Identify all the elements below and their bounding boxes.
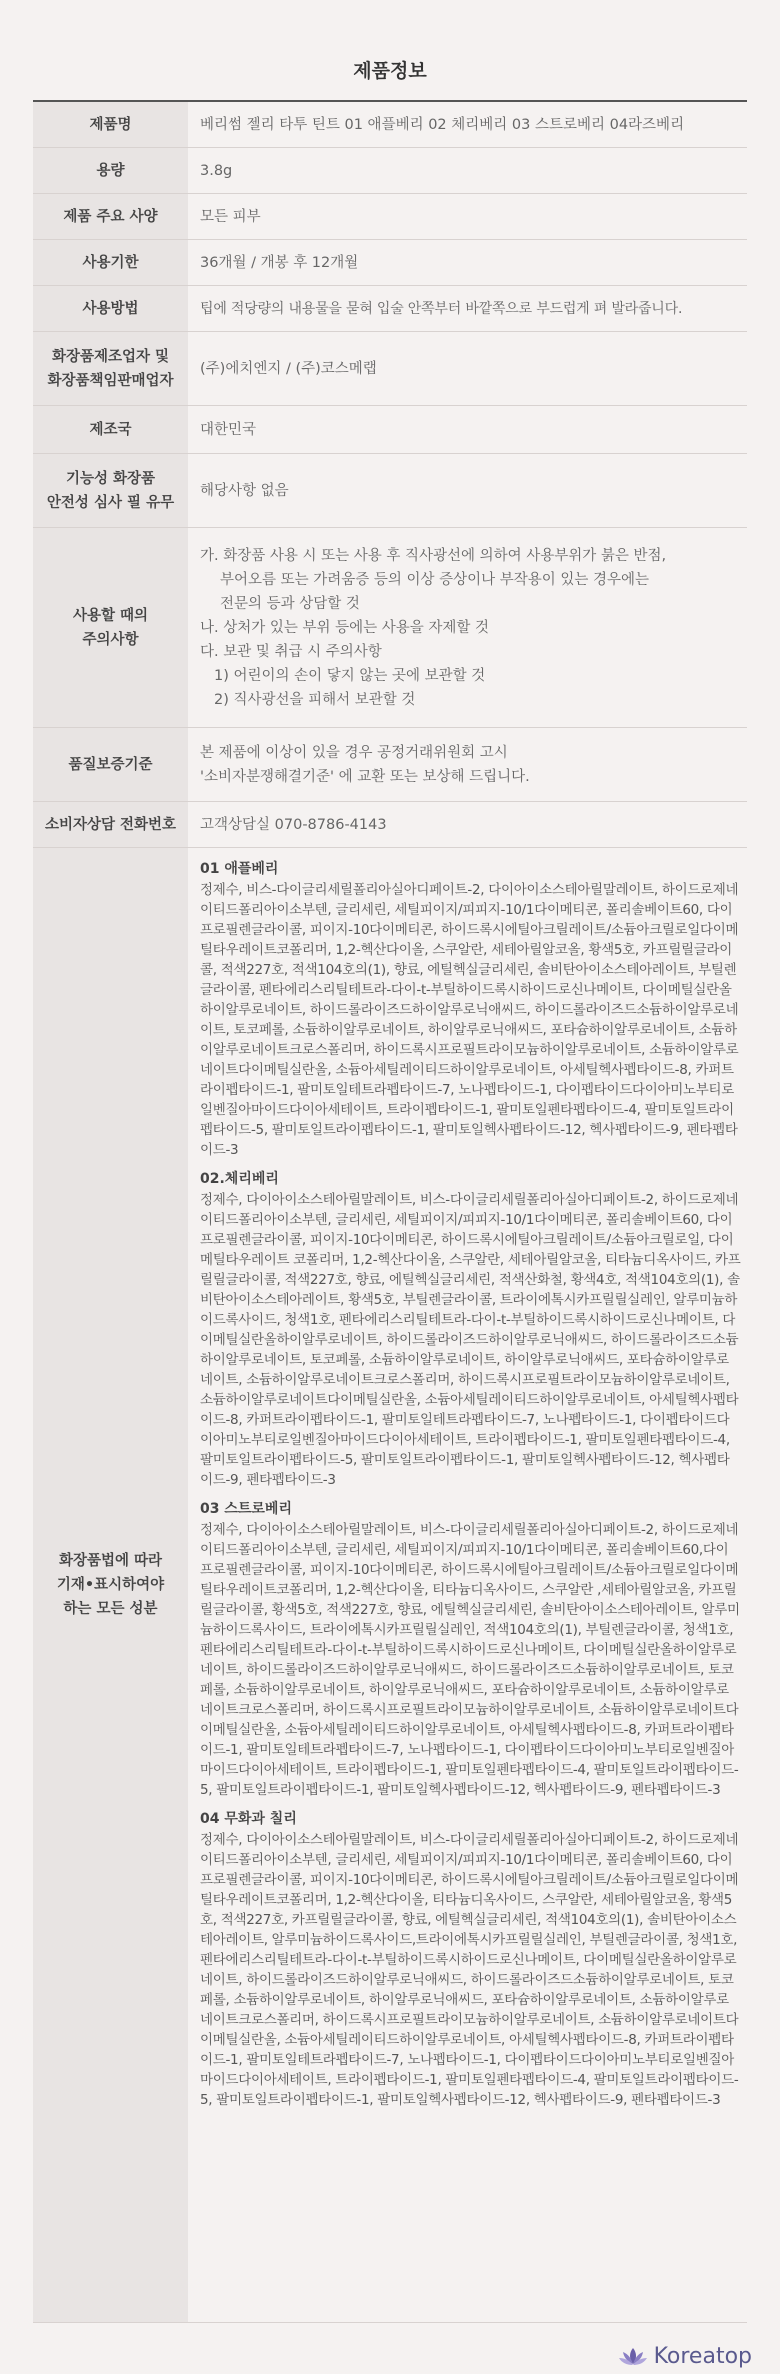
ingredient-section: [200, 1496, 741, 1800]
quality-list: [188, 728, 747, 801]
caution-line: 전문의 등과 상담할 것: [220, 595, 360, 612]
row-country: [33, 406, 747, 454]
product-info-table: [33, 100, 747, 2323]
row-value: 해당사항 없음: [200, 482, 289, 499]
caution-line: 부어오름 또는 가려움증 등의 이상 증상이나 부작용이 있는 경우에는: [220, 571, 650, 588]
row-value: 모든 피부: [200, 208, 261, 225]
row-label: 제품명: [33, 102, 188, 147]
row-label: 기능성 화장품 안전성 심사 필 유무: [33, 454, 188, 527]
row-label: 제품 주요 사양: [33, 194, 188, 239]
row-label: 품질보증기준: [33, 728, 188, 801]
row-spec: [33, 194, 747, 240]
caution-line: 다. 보관 및 취급 시 주의사항: [200, 643, 382, 660]
row-label: 사용기한: [33, 240, 188, 285]
row-value: 베리썸 젤리 타투 틴트 01 애플베리 02 체리베리 03 스트로베리 04라즈베리: [200, 116, 685, 133]
row-quality: [33, 728, 747, 802]
row-ingredients: [33, 848, 747, 2323]
row-label: 사용방법: [33, 286, 188, 331]
row-value: (주)에치엔지 / (주)코스메랩: [200, 360, 377, 377]
row-label: 용량: [33, 148, 188, 193]
koreatop-logo: [618, 2344, 752, 2369]
ingredients-list: [188, 848, 747, 2322]
row-product-name: [33, 102, 747, 148]
page-title: 제품정보: [353, 60, 427, 82]
caution-line: 1) 어린이의 손이 닿지 않는 곳에 보관할 것: [214, 667, 486, 684]
caution-line: 2) 직사광선을 피해서 보관할 것: [214, 691, 416, 708]
row-label: 화장품법에 따라 기재•표시하여야 하는 모든 성분: [33, 848, 188, 2322]
row-caution: [33, 528, 747, 728]
ingredient-section-text: 정제수, 다이아이소스테아릴말레이트, 비스-다이글리세릴폴리아실아디페이트-2, 하이드로제네이티드폴리아이소부텐, 글리세린, 세틸피이지/피피지-10/1다이메티콘, 폴리솔베이트60, 다이프로필렌글라이콜, 피이지-10다이메티콘, 하이드록시에틸아크릴레이트/소듐아크릴로일, 다이메틸타우레이트 코폴리머, 1,2-헥산다이올, 스쿠알란, 세테아릴알코올, 티타늄디옥사이드, 카프릴릴글라이콜, 적색227호, 향료, 에틸헥실글리세린, 적색산화철, 황색4호, 적색104호의(1), 솔비탄아이소스테아레이트, 황색5호, 부틸렌글라이콜, 트라이에톡시카프릴릴실레인, 알루미늄하이드록사이드, 청색1호, 펜타에리스리틸테트라-다이-t-부틸하이드록시하이드로신나메이트, 다이메틸실란올하이알루로네이트, 하이드롤라이즈드하이알루로닉애씨드, 하이드롤라이즈드소듐하이알루로네이트, 토코페롤, 소듐하이알루로네이트, 하이알루로닉애씨드, 포타슘하이알루로네이트, 소듐하이알루로네이트크로스폴리머, 하이드록시프로필트라이모늄하이알루로네이트, 소듐하이알루로네이트다이메틸실란올, 소듐아세틸레이티드하이알루로네이트, 아세틸헥사펩타이드-8, 카퍼트라이펩타이드-1, 팔미토일테트라펩타이드-7, 노나펩타이드-1, 다이펩타이드다이아미노부티로일벤질아마이드다이아세테이트, 트라이펩타이드-1, 팔미토일펜타펩타이드-4, 팔미토일트라이펩타이드-5, 팔미토일트라이펩타이드-1, 팔미토일헥사펩타이드-12, 헥사펩타이드-9, 펜타펩타이드-3: [200, 1192, 741, 1488]
quality-line: 본 제품에 이상이 있을 경우 공정거래위원회 고시: [200, 744, 508, 761]
ingredient-section: [200, 1806, 741, 2110]
ingredient-section-text: 정제수, 다이아이소스테아릴말레이트, 비스-다이글리세릴폴리아실아디페이트-2, 하이드로제네이티드폴리아이소부텐, 글리세린, 세틸피이지/피피지-10/1다이메티콘, 폴리솔베이트60,다이프로필렌글라이콜, 피이지-10다이메티콘, 하이드록시에틸아크릴레이트/소듐아크릴로일다이메틸타우레이트코폴리머, 1,2-헥산다이올, 티타늄디옥사이드, 스쿠알란 ,세테아릴알코올, 카프릴릴글라이콜, 황색5호, 적색227호, 향료, 에틸헥실글리세린, 솔비탄아이소스테아레이트, 알루미늄하이드록사이드, 트라이에톡시카프릴릴실레인, 적색104호의(1), 부틸렌글라이콜, 청색1호, 펜타에리스리틸테트라-다이-t-부틸하이드록시하이드로신나메이트, 다이메틸실란올하이알루로네이트, 하이드롤라이즈드하이알루로닉애씨드, 하이드롤라이즈드소듐하이알루로네이트, 토코페롤, 소듐하이알루로네이트, 하이알루로닉애씨드, 포타슘하이알루로네이트, 소듐하이알루로네이트크로스폴리머, 하이드록시프로필트라이모늄하이알루로네이트, 소듐하이알루로네이트다이메틸실란올, 소듐아세틸레이티드하이알루로네이트, 아세틸헥사펩타이드-8, 카퍼트라이펩타이드-1, 팔미토일테트라펩타이드-7, 노나펩타이드-1, 다이펩타이드다이아미노부티로일벤질아마이드다이아세테이트, 트라이펩타이드-1, 팔미토일펜타펩타이드-4, 팔미토일트라이펩타이드-5, 팔미토일트라이펩타이드-1, 팔미토일헥사펩타이드-12, 헥사펩타이드-9, 펜타펩타이드-3: [200, 1522, 740, 1798]
row-value: 3.8g: [200, 162, 233, 179]
caution-line: 나. 상처가 있는 부위 등에는 사용을 자제할 것: [200, 619, 489, 636]
ingredient-section-text: 정제수, 다이아이소스테아릴말레이트, 비스-다이글리세릴폴리아실아디페이트-2, 하이드로제네이티드폴리아이소부텐, 글리세린, 세틸피이지/피피지-10/1다이메티콘, 폴리솔베이트60, 다이프로필렌글라이콜, 피이지-10다이메티콘, 하이드록시에틸아크릴레이트/소듐아크릴로일다이메틸타우레이트코폴리머, 1,2-헥산다이올, 티타늄디옥사이드, 스쿠알란, 세테아릴알코올, 황색5호, 적색227호, 카프릴릴글라이콜, 향료, 에틸헥실글리세린, 적색104호의(1), 솔비탄아이소스테아레이트, 알루미늄하이드록사이드,트라이에톡시카프릴릴실레인, 부틸렌글라이콜, 청색1호, 펜타에리스리틸테트라-다이-t-부틸하이드록시하이드로신나메이트, 다이메틸실란올하이알루로네이트, 하이드롤라이즈드하이알루로닉애씨드, 하이드롤라이즈드소듐하이알루로네이트, 토코페롤, 소듐하이알루로네이트, 하이알루로닉애씨드, 포타슘하이알루로네이트, 소듐하이알루로네이트크로스폴리머, 하이드록시프로필트라이모늄하이알루로네이트, 소듐하이알루로네이트다이메틸실란올, 소듐아세틸레이티드하이알루로네이트, 아세틸헥사펩타이드-8, 카퍼트라이펩타이드-1, 팔미토일테트라펩타이드-7, 노나펩타이드-1, 다이펩타이드다이아미노부티로일벤질아마이드다이아세테이트, 트라이펩타이드-1, 팔미토일펜타펩타이드-4, 팔미토일트라이펩타이드-5, 팔미토일트라이펩타이드-1, 팔미토일헥사펩타이드-12, 헥사펩타이드-9, 펜타펩타이드-3: [200, 1832, 739, 2108]
ingredient-section-text: 정제수, 비스-다이글리세릴폴리아실아디페이트-2, 다이아이소스테아릴말레이트, 하이드로제네이티드폴리아이소부텐, 글리세린, 세틸피이지/피피지-10/1다이메티콘, 폴리솔베이트60, 다이프로필렌글라이콜, 피이지-10다이메티콘, 하이드록시에틸아크릴레이트/소듐아크릴로일다이메틸타우레이트코폴리머, 1,2-헥산다이올, 스쿠알란, 세테아릴알코올, 황색5호, 카프릴릴글라이콜, 적색227호, 적색104호의(1), 향료, 에틸헥실글리세린, 솔비탄아이소스테아레이트, 부틸렌글라이콜, 펜타에리스리틸테트라-다이-t-부틸하이드록시하이드로신나메이트, 다이메틸실란올하이알루로네이트, 하이드롤라이즈드하이알루로닉애씨드, 하이드롤라이즈드소듐하이알루로네이트, 토코페롤, 소듐하이알루로네이트, 하이알루로닉애씨드, 포타슘하이알루로네이트, 소듐하이알루로네이트크로스폴리머, 하이드록시프로필트라이모늄하이알루로네이트, 소듐하이알루로네이트다이메틸실란올, 소듐아세틸레이티드하이알루로네이트, 아세틸헥사펩타이드-8, 카퍼트라이펩타이드-1, 팔미토일테트라펩타이드-7, 노나펩타이드-1, 다이펩타이드다이아미노부티로일벤질아마이드다이아세테이트, 트라이펩타이드-1, 팔미토일펜타펩타이드-4, 팔미토일트라이펩타이드-5, 팔미토일트라이펩타이드-1, 팔미토일헥사펩타이드-12, 헥사펩타이드-9, 펜타펩타이드-3: [200, 882, 739, 1158]
row-label: 소비자상담 전화번호: [33, 802, 188, 847]
ingredient-section-title: 01 애플베리: [200, 861, 279, 877]
ingredient-section-title: 03 스트로베리: [200, 1501, 292, 1517]
row-phone: [33, 802, 747, 848]
row-value: 36개월 / 개봉 후 12개월: [200, 254, 359, 271]
row-label: 화장품제조업자 및 화장품책임판매업자: [33, 332, 188, 405]
row-label: 제조국: [33, 406, 188, 453]
ingredient-section: [200, 1166, 741, 1490]
row-value: 팁에 적당량의 내용물을 묻혀 입술 안쪽부터 바깥쪽으로 부드럽게 펴 발라줍니다.: [200, 300, 683, 317]
row-usage: [33, 286, 747, 332]
caution-list: [188, 528, 747, 727]
row-manufacturer: [33, 332, 747, 406]
ingredient-section: [200, 856, 741, 1160]
row-label: 사용할 때의 주의사항: [33, 528, 188, 727]
logo-text: Koreatop: [653, 2344, 752, 2369]
row-capacity: [33, 148, 747, 194]
quality-line: '소비자분쟁해결기준' 에 교환 또는 보상해 드립니다.: [200, 768, 530, 785]
ingredient-section-title: 04 무화과 칠리: [200, 1811, 297, 1827]
lotus-icon: [618, 2346, 648, 2368]
row-functional: [33, 454, 747, 528]
caution-line: 가. 화장품 사용 시 또는 사용 후 직사광선에 의하여 사용부위가 붉은 반점,: [200, 547, 667, 564]
row-expiry: [33, 240, 747, 286]
row-value: 고객상담실 070-8786-4143: [200, 816, 387, 833]
row-value: 대한민국: [200, 421, 257, 438]
ingredient-section-title: 02.체리베리: [200, 1171, 279, 1187]
